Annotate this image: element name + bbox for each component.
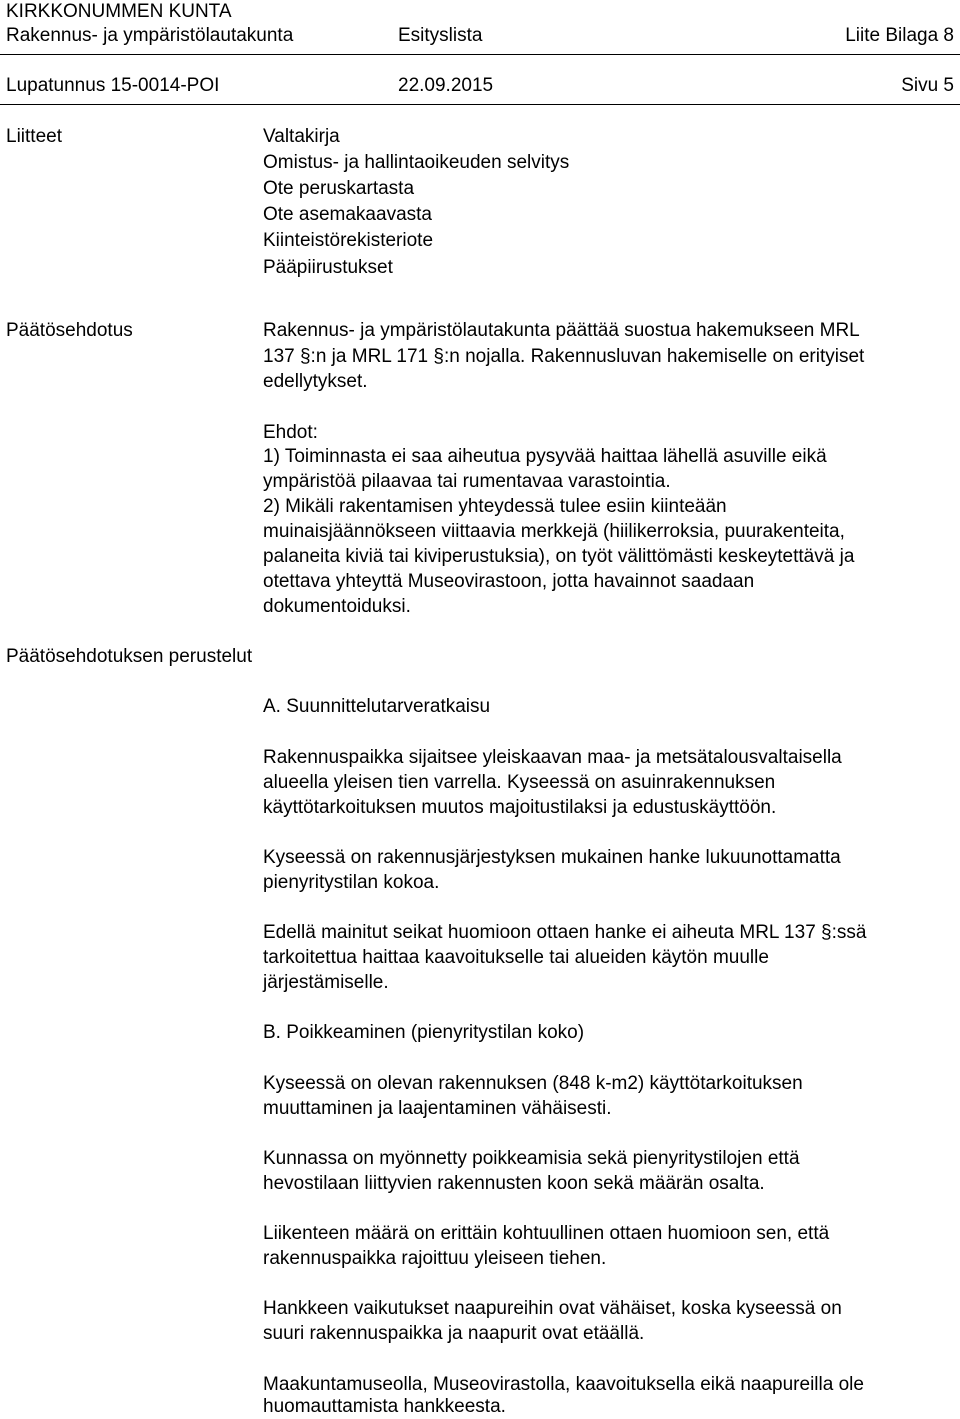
rationale-line: järjestämiselle. — [263, 972, 389, 993]
document-type: Esityslista — [398, 25, 483, 46]
condition-line: palaneita kiviä tai kiviperustuksia), on työt välittömästi keskeytettävä ja — [263, 546, 855, 567]
attachment-item: Pääpiirustukset — [263, 257, 393, 278]
rationale-line: Rakennuspaikka sijaitsee yleiskaavan maa- ja metsätalousvaltaisella — [263, 747, 842, 768]
header-rule-bottom — [0, 104, 960, 105]
rationale-label: Päätösehdotuksen perustelut — [6, 646, 253, 667]
rationale-line: muuttaminen ja laajentaminen vähäisesti. — [263, 1098, 612, 1119]
attachment-item: Valtakirja — [263, 126, 340, 147]
rationale-line: rakennuspaikka rajoittuu yleiseen tiehen. — [263, 1248, 607, 1269]
page-number: Sivu 5 — [901, 75, 954, 96]
condition-line: otettava yhteyttä Museovirastoon, jotta havainnot saadaan — [263, 571, 755, 592]
org-name: KIRKKONUMMEN KUNTA — [6, 1, 232, 22]
rationale-line: suuri rakennuspaikka ja naapurit ovat etäällä. — [263, 1323, 645, 1344]
rationale-line: Liikenteen määrä on erittäin kohtuullinen ottaen huomioon sen, että — [263, 1223, 830, 1244]
attachments-label: Liitteet — [6, 126, 62, 147]
rationale-line: Kunnassa on myönnetty poikkeamisia sekä pienyritystilojen että — [263, 1148, 800, 1169]
attachment-label: Liite Bilaga 8 — [845, 25, 954, 46]
rationale-line: huomauttamista hankkeesta. — [263, 1396, 506, 1417]
permit-id: Lupatunnus 15-0014-POI — [6, 75, 220, 96]
condition-line: dokumentoiduksi. — [263, 596, 411, 617]
rationale-line: Kyseessä on rakennusjärjestyksen mukainen hanke lukuunottamatta — [263, 847, 841, 868]
rationale-line: Kyseessä on olevan rakennuksen (848 k-m2) käyttötarkoituksen — [263, 1073, 803, 1094]
rationale-line: käyttötarkoituksen muutos majoitustilaksi ja edustuskäyttöön. — [263, 797, 777, 818]
attachment-item: Ote asemakaavasta — [263, 204, 432, 225]
proposal-label: Päätösehdotus — [6, 320, 133, 341]
rationale-line: Hankkeen vaikutukset naapureihin ovat vähäiset, koska kyseessä on — [263, 1298, 842, 1319]
condition-line: ympäristöä pilaavaa tai rumentavaa varastointia. — [263, 471, 671, 492]
attachment-item: Omistus- ja hallintaoikeuden selvitys — [263, 152, 570, 173]
conditions-heading: Ehdot: — [263, 422, 318, 443]
rationale-line: alueella yleisen tien varrella. Kyseessä on asuinrakennuksen — [263, 772, 776, 793]
rationale-line: hevostilaan liittyvien rakennusten koon sekä määrän osalta. — [263, 1173, 765, 1194]
attachment-item: Ote peruskartasta — [263, 178, 415, 199]
header-rule-top — [0, 54, 960, 55]
document-date: 22.09.2015 — [398, 75, 494, 96]
proposal-line: 137 §:n ja MRL 171 §:n nojalla. Rakennusluvan hakemiselle on erityiset — [263, 346, 865, 367]
rationale-line: pienyritystilan kokoa. — [263, 872, 440, 893]
condition-line: muinaisjäännökseen viittaavia merkkejä (hiilikerroksia, puurakenteita, — [263, 521, 845, 542]
rationale-b-heading: B. Poikkeaminen (pienyritystilan koko) — [263, 1022, 585, 1043]
proposal-line: Rakennus- ja ympäristölautakunta päättää suostua hakemukseen MRL — [263, 320, 860, 341]
condition-line: 2) Mikäli rakentamisen yhteydessä tulee esiin kiinteään — [263, 496, 727, 517]
rationale-a-heading: A. Suunnittelutarveratkaisu — [263, 696, 491, 717]
attachment-item: Kiinteistörekisteriote — [263, 230, 434, 251]
rationale-line: Edellä mainitut seikat huomioon ottaen hanke ei aiheuta MRL 137 §:ssä — [263, 922, 867, 943]
rationale-line: tarkoitettua haittaa kaavoitukselle tai alueiden käytön muulle — [263, 947, 769, 968]
proposal-line: edellytykset. — [263, 371, 368, 392]
condition-line: 1) Toiminnasta ei saa aiheutua pysyvää haittaa lähellä asuville eikä — [263, 446, 827, 467]
board-name: Rakennus- ja ympäristölautakunta — [6, 25, 294, 46]
rationale-line: Maakuntamuseolla, Museovirastolla, kaavoituksella eikä naapureilla ole — [263, 1374, 864, 1395]
